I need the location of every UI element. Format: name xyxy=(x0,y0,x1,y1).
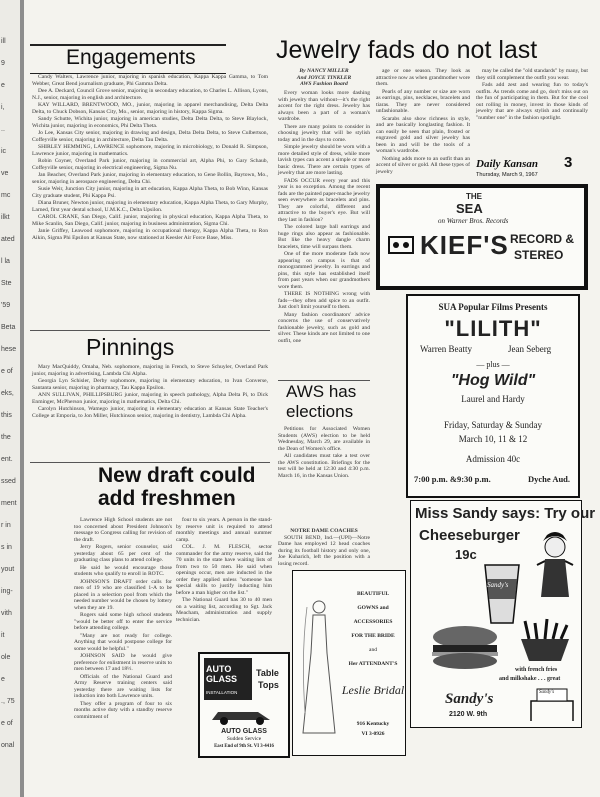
engagement-paragraph: Diana Bruner, Newton junior, majoring in elementary education, Kappa Alpha Theta, to Gary Murphy, Larned, first year dental school, U.M.K.C., Delta Upsilon. xyxy=(32,200,268,213)
previous-page-fragment: .. xyxy=(1,126,5,133)
previous-page-fragment: yout xyxy=(1,566,15,573)
notre-dame-heading: NOTRE DAME COACHES xyxy=(290,528,358,534)
previous-page-fragment: '59 xyxy=(1,302,11,309)
bridal-beautiful: BEAUTIFUL xyxy=(356,591,390,597)
previous-page-fragment: eks, xyxy=(1,390,14,397)
draft-col-1 xyxy=(74,517,172,777)
jewelry-byline xyxy=(278,68,370,90)
previous-page-fragment: it xyxy=(1,632,5,639)
sandys-price: 19c xyxy=(455,547,477,562)
jewelry-paragraph: Nothing adds more to an outfit than an accent of silver or gold. All these types of jewelry xyxy=(376,155,470,175)
kiefs-store-name: KIEF'S xyxy=(420,230,509,260)
jewelry-paragraph: Many fashion coordinators' advice concerns the use of conservatively fashionable jewelry, such as gold and silver. These kinds are not limited to one outfit, one xyxy=(278,311,370,344)
jewelry-paragraph: There are many points to consider in choosing jewelry that will be stylish today and in the days to come. xyxy=(278,123,370,143)
pinning-paragraph: Carolyn Hutchinson, Wamego junior, majoring in elementary education at Kansas State Teacher's College at Emporia, to Jon Miller, Hutchinson senior, majoring in dentistry, Lambda Chi Alpha. xyxy=(32,406,268,419)
kiefs-the: THE xyxy=(466,192,482,201)
car-icon xyxy=(208,704,278,726)
draft-paragraph: Rogers said some high school students "would be better off to enter the service before attending college. xyxy=(74,612,172,631)
engagements-body xyxy=(32,74,268,324)
jewelry-paragraph: age or one season. They look as attractive now as when grandmother wore them. xyxy=(376,68,470,87)
engagement-paragraph: Dee A. Deckard, Council Grove senior, majoring in secondary education, to Charles L. Allison, Lyons, N.J., senior, majoring in english and architecture. xyxy=(32,88,268,101)
draft-col-2 xyxy=(176,517,272,649)
draft-paragraph: COL. J. M. FLESCH, sector commander for the army reserve, said the 70 units in the state have waiting lists of from two to 50 men. He said when openings occur, men are inducted in the order they applied unless "someone has special skills to justify inducting him before a man higher on the list." xyxy=(176,544,272,596)
pinnings-heading: Pinnings xyxy=(86,334,175,360)
draft-paragraph: He said he would encourage those students who qualify to enroll in ROTC. xyxy=(74,564,172,577)
previous-page-fragment: r in xyxy=(1,522,11,529)
draft-heading-line1: New draft could xyxy=(98,464,256,487)
sandys-fries-line2: and milkshake . . . great xyxy=(499,676,561,682)
kiefs-label: on Warner Bros. Records xyxy=(438,217,509,225)
engagement-paragraph: CAROL CRANE, San Diego, Calif. junior, majoring in physical education, Kappa Alpha Theta, to Mike Scanlin, San Diego, Calif. junior, majoring in business administration, Sigma Chi. xyxy=(32,214,268,227)
auto-glass-ad xyxy=(198,652,290,758)
kiefs-ad xyxy=(376,184,588,290)
sua-title-2: "Hog Wild" xyxy=(450,372,536,389)
draft-heading-line2: add freshmen xyxy=(98,487,236,510)
jewelry-paragraph: FADS OCCUR every year and this year is no exception. Among the recent fads are the painted paper-mache jewelry seen everywhere as bracelets and pins. They are colorful, different and attractive to the buyer's eye. But will they last in fashion? xyxy=(278,177,370,223)
bridal-address: 916 Kentucky xyxy=(356,721,390,727)
bridal-logo: Leslie Bridal xyxy=(341,683,405,697)
previous-page-fragment: ment xyxy=(1,500,17,507)
bridal-accessories: ACCESSORIES xyxy=(353,619,393,625)
bride-illustration xyxy=(299,593,339,743)
aws-rule xyxy=(278,380,370,381)
sandys-ad xyxy=(410,500,596,728)
sua-title-1: "LILITH" xyxy=(444,316,542,341)
sua-plus: — plus — xyxy=(476,360,510,369)
sandys-cheeseburger: Cheeseburger xyxy=(419,527,520,544)
aws-paragraph: Petitions for Associated Women Students (AWS) election to be held Wednesday, March 29, are available in the Dean of Women's office. xyxy=(278,426,370,452)
masthead-name: Daily Kansan xyxy=(476,158,539,170)
notre-dame-paragraph: SOUTH BEND, Ind.—(UPI)—Notre Dame has employed 12 head coaches during its football history and only one, Joe Kuharich, left the position with a losing record. xyxy=(278,534,370,567)
engagement-paragraph: Sandy Schutte, Wichita junior, majoring in american studies, Delta Delta Delta, to Steve Blaylock, Wichita junior, majoring in economics, Phi Delta Theta. xyxy=(32,116,268,129)
draft-paragraph: Officials of the National Guard and Army Reserve training centers said yesterday there are waiting lists for induction into both Lawrence units. xyxy=(74,673,172,699)
auto-glass-logo-text: AUTO GLASS xyxy=(206,664,238,684)
kiefs-stereo: STEREO xyxy=(514,248,564,262)
sua-times: 7:00 p.m. &9:30 p.m. xyxy=(414,474,491,484)
engagement-paragraph: Jo Lee, Kansas City senior, majoring in drawing and design, Delta Delta Delta, to Steve Culbertson, Coffeyville senior, majoring in architecture, Delta Tau Delta. xyxy=(32,130,268,143)
newspaper-page xyxy=(24,0,600,797)
auto-glass-address: East End of 9th St. VI 3-4416 xyxy=(214,744,274,749)
sandys-sign-label: Sandy's xyxy=(539,690,555,695)
jewelry-heading: Jewelry fads do not last xyxy=(276,36,538,64)
bridal-ad xyxy=(292,570,406,756)
jewelry-paragraph: Fads add zest and wearing fun to today's outfits. As trends come and go, don't miss out on the fun of participating in them. But for the cool out rolling in money, invest in those kinds of jewelry that are always stylish and continually "number one" in the fashion spotlight. xyxy=(476,82,588,121)
previous-page-fragment: ssed xyxy=(1,478,16,485)
sua-place: Dyche Aud. xyxy=(528,474,571,484)
previous-page-fragment: this xyxy=(1,412,12,419)
engagement-paragraph: Candy Walters, Lawrence junior, majoring in spanish education, Kappa Kappa Gamma, to Tom Webber, Great Bend journalism graduate, Phi Gamma Delta. xyxy=(32,74,268,87)
previous-page-fragment: ated xyxy=(1,236,15,243)
bridal-bride: FOR THE BRIDE xyxy=(351,633,395,639)
previous-page-fragment: e of xyxy=(1,720,13,727)
previous-page-fragment: ill xyxy=(1,38,6,45)
sandys-fries-line1: with french fries xyxy=(515,667,558,673)
sua-star-1: Warren Beatty xyxy=(420,344,473,354)
draft-paragraph: JOHNSON SAID he would give preference for enlistment in reserve units to men between 17 and 18½. xyxy=(74,653,172,672)
sandys-store-name: Sandy's xyxy=(445,691,494,707)
cheeseburger-icon xyxy=(429,625,501,671)
auto-glass-tops-line2: Tops xyxy=(258,680,279,690)
previous-page-fragment: ve xyxy=(1,170,9,177)
masthead-date: Thursday, March 9, 1967 xyxy=(476,172,538,178)
jewelry-paragraph: The colored large ball earrings and huge rings also appear as fashionable. But like the heavy dangle charm bracelets, time will surpass them. xyxy=(278,224,370,250)
pinning-paragraph: Mary MacQuiddy, Omaha, Neb. sophomore, majoring in French, to Steve Schuyler, Overland Park junior, majoring in advertising, Lambda Chi Alpha. xyxy=(32,364,268,377)
previous-page-fragment: l la xyxy=(1,258,10,265)
draft-paragraph: JOHNSON'S DRAFT order calls for men of 19 who are classified 1-A to be placed in a selection pool from which the needed number would be chosen by lottery when they are 19. xyxy=(74,578,172,611)
previous-page-fragment: mc xyxy=(1,192,11,199)
cassette-icon xyxy=(388,232,414,258)
jewelry-col-3 xyxy=(476,68,588,148)
previous-page-fragment: s in xyxy=(1,544,12,551)
previous-page-fragment: e of xyxy=(1,368,13,375)
engagement-paragraph: Janie Griffey, Leawood sophomore, majoring in occupational therapy, Kappa Alpha Theta, to Ron Aikin, Sigma Phi Epsilon at Kansas State, now stationed at Keesler Air Force Base, Miss. xyxy=(32,228,268,241)
byline-affiliation: AWS Fashion Board xyxy=(300,81,348,87)
previous-page-fragment: ent. xyxy=(1,456,13,463)
sua-stars-2: Laurel and Hardy xyxy=(461,394,525,404)
previous-page-fragment: e xyxy=(1,676,5,683)
sua-presents: SUA Popular Films Presents xyxy=(438,302,548,312)
auto-glass-tops-line1: Table xyxy=(256,668,279,678)
masthead-page-number: 3 xyxy=(564,154,573,171)
engagement-paragraph: SHIRLEY HEMMING, LAWRENCE sophomore, majoring in microbiology, to Donald R. Simpson, Lawrence junior, majoring in mathematics. xyxy=(32,144,268,157)
jewelry-paragraph: Scarabs also show richness in style, and are basically longlasting fashion. It can easily be seen that plain, frosted or engraved gold and silver jewelry has been in and will be the tools of a woman's wardrobe. xyxy=(376,115,470,154)
sua-days: Friday, Saturday & Sunday xyxy=(444,420,542,430)
previous-page-fragment: the xyxy=(1,434,11,441)
previous-page-fragment: ing- xyxy=(1,588,13,595)
sandys-headline: Miss Sandy says: Try our xyxy=(415,505,596,522)
engagement-paragraph: Robin Coyner, Overland Park junior, majoring in commercial art, Alpha Phi, to Gary Schaub, Coffeyville senior, majoring in electrical engineering, Sigma Nu. xyxy=(32,158,268,171)
jewelry-paragraph: THERE IS NOTHING wrong with fads—they often add spice to an outfit. Just don't limit yourself to them. xyxy=(278,291,370,310)
pinning-paragraph: ANN SULLIVAN, PHILLIPSBURG junior, majoring in speech pathology, Alpha Delta Pi, to Dick Enminger, McPherson junior, majoring in mathematics, Delta Chi. xyxy=(32,392,268,405)
jewelry-paragraph: may be called the "old standards" by many, but they still complement the outfit you wear. xyxy=(476,68,588,81)
jewelry-paragraph: Pearls of any number or size are worn as earrings, pins, necklaces, bracelets and tiaras. They are never considered unfashionable. xyxy=(376,88,470,114)
jewelry-paragraph: Every woman looks more dashing with jewelry than without—it's the right accent for the right dress. Jewelry has always been a part of a woman's wardrobe. xyxy=(278,90,370,122)
draft-paragraph: Lawrence High School students are not too concerned about President Johnson's message to Congress calling for revision of the draft. xyxy=(74,517,172,543)
auto-glass-slogan: Sudden Service xyxy=(226,736,262,742)
byline-author-1: By NANCY MILLER xyxy=(299,68,349,74)
engagements-heading: Engagements xyxy=(66,46,196,69)
notre-dame-brief xyxy=(278,528,370,568)
sandys-cup-label: Sandy's xyxy=(487,581,509,589)
bridal-phone: VI 3-0926 xyxy=(361,731,385,737)
pinnings-body xyxy=(32,364,268,458)
draft-paragraph: They offer a program of four to six months active duty with a standby reserve commitment of xyxy=(74,700,172,720)
kiefs-record: RECORD & xyxy=(510,232,575,246)
bridal-and: and xyxy=(369,647,377,653)
jewelry-paragraph: Simple jewelry should be worn with a more detailed style of dress, while more lavish types can accent a simple or more basic dress. There are certain types of jewelry that are more lasting. xyxy=(278,144,370,176)
jewelry-col-1 xyxy=(278,90,370,376)
draft-rule xyxy=(30,462,270,463)
previous-page-fragment: i, xyxy=(1,104,5,111)
aws-heading-line2: elections xyxy=(286,402,354,421)
engagement-paragraph: KAY WILLARD, BRENTWOOD, MO., junior, majoring in apparel merchandising, Delta Delta Delta, to Chuck Dobson, Kansas City, Mo., senior, majoring in history, Kappa Sigma. xyxy=(32,102,268,115)
bridal-gowns: GOWNS and xyxy=(357,605,389,611)
sua-admission: Admission 40c xyxy=(465,454,521,464)
previous-page-fragment: ole xyxy=(1,654,11,661)
miss-sandy-mascot-icon xyxy=(533,531,577,601)
previous-page-fragment: e xyxy=(1,82,5,89)
milkshake-cup-icon xyxy=(481,561,523,627)
sua-films-ad xyxy=(406,294,580,498)
draft-paragraph: "Many are not ready for college. Anything that would postpone college for some would be helpful." xyxy=(74,632,172,652)
previous-page-fragment: hese xyxy=(1,346,17,353)
auto-glass-name: AUTO GLASS xyxy=(221,728,267,735)
pinning-paragraph: Georgia Lyn Schisler, Derby sophomore, majoring in elementary education, to Ivan Converse, Santanta senior, majoring in pharmacy, Tau Kappa Epsilon. xyxy=(32,378,268,391)
bridal-attendants: Her ATTENDANT'S xyxy=(348,661,398,667)
kiefs-sea: SEA xyxy=(456,201,483,216)
previous-page-fragment: Beta xyxy=(1,324,16,331)
aws-heading-line1: AWS has xyxy=(286,382,357,401)
jewelry-col-2 xyxy=(376,68,470,175)
engagement-paragraph: Jan Beacher, Overland Park junior, majoring in elementary education, to Gene Bollin, Baytown, Mo., senior, majoring in aerospace engineering, Delta Chi. xyxy=(32,172,268,185)
sua-star-2: Jean Seberg xyxy=(508,344,552,354)
draft-paragraph: four to six years. A person in the stand-by reserve unit is required to attend monthly meetings and annual summer camp. xyxy=(176,517,272,543)
previous-page-fragment: ilkt xyxy=(1,214,10,221)
previous-page-fragment: vith xyxy=(1,610,12,617)
sua-dates: March 10, 11 & 12 xyxy=(458,434,528,444)
previous-page-fragment: onal xyxy=(1,742,15,749)
french-fries-icon xyxy=(515,619,575,663)
previous-page-edge xyxy=(0,0,20,797)
previous-page-fragment: Ste xyxy=(1,280,12,287)
byline-author-2: And JOYCE TINKLER xyxy=(296,74,352,81)
previous-page-fragment: ic xyxy=(1,148,7,155)
draft-paragraph: The National Guard has 30 to 40 men on a waiting list, according to Sgt. Jack Meacham, administration and supply technician. xyxy=(176,597,272,623)
previous-page-fragment: ., 75 xyxy=(1,698,15,705)
sandys-address: 2120 W. 9th xyxy=(449,711,488,718)
previous-page-fragment: 9 xyxy=(1,60,5,67)
engagement-paragraph: Susie Weir, Junction City junior, majoring in art education, Kappa Alpha Theta, to Bob Winn, Kansas City graduate student, Phi Kappa Psi. xyxy=(32,186,268,199)
aws-paragraph: All candidates must take a test over the AWS constitution. Briefings for the test will be held at 12:30 and 4:30 p.m. March 16, in the Kansas Union. xyxy=(278,453,370,479)
pinnings-rule xyxy=(30,330,270,331)
auto-glass-installation: INSTALLATION xyxy=(206,690,238,695)
draft-paragraph: Jerry Rogers, senior counselor, said yesterday about 65 per cent of the graduating class plans to attend college. xyxy=(74,544,172,563)
jewelry-paragraph: One of the more moderate fads now appearing on campus is that of monogrammed jewelry. In earrings and pins, this style has established itself from past years when our grandmothers wore them. xyxy=(278,251,370,290)
aws-body xyxy=(278,426,370,516)
